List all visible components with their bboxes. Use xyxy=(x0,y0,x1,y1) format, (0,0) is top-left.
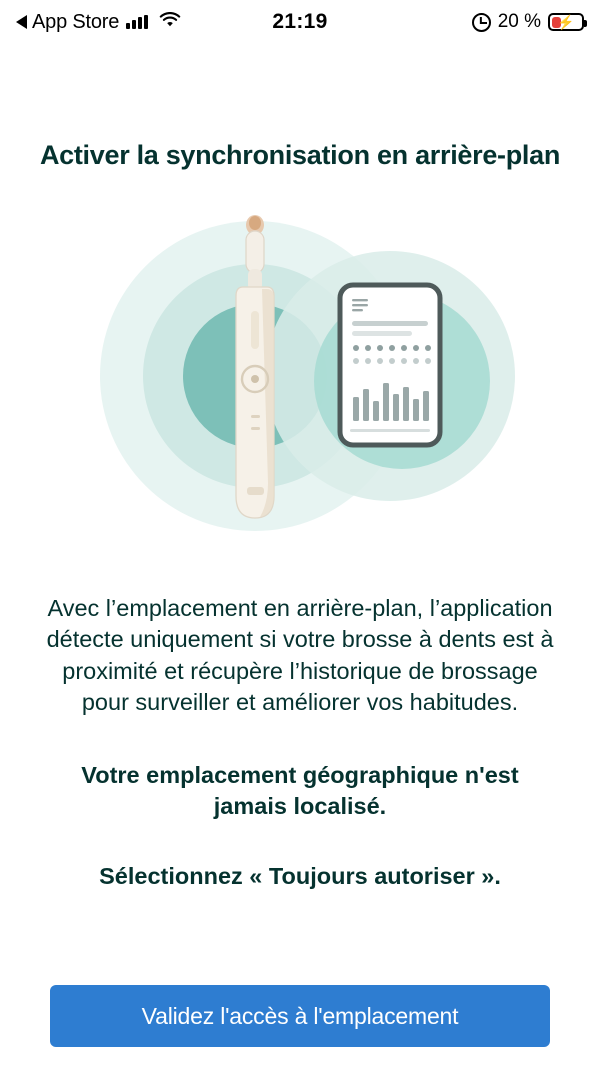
charging-bolt-icon: ⚡ xyxy=(557,14,575,30)
status-back-app-label[interactable]: App Store xyxy=(32,10,120,33)
cta-container xyxy=(0,985,600,1047)
status-bar-left[interactable] xyxy=(16,11,181,34)
status-bar-right xyxy=(472,11,584,33)
cellular-signal-icon xyxy=(126,15,148,29)
illustration-svg xyxy=(40,201,560,561)
screen-content xyxy=(0,140,600,892)
body-description: Avec l’emplacement en arrière-plan, l’application détecte uniquement si votre brosse à dents est à proximité et récupère l’historique de brossage pour surveiller et améliorer vos habitudes. xyxy=(46,595,554,715)
back-triangle-icon[interactable] xyxy=(16,15,27,29)
instruction-text: Sélectionnez « Toujours autoriser ». xyxy=(99,863,501,890)
toothbrush-sync-phone-illustration xyxy=(22,201,578,571)
privacy-emphasis-text: Votre emplacement géographique n'est jamais localisé. xyxy=(81,762,519,819)
validate-location-access-button[interactable]: Validez l'accès à l'emplacement xyxy=(50,985,550,1047)
battery-charging-icon xyxy=(548,13,584,31)
status-bar xyxy=(0,0,600,44)
wifi-icon xyxy=(159,11,181,34)
page-title: Activer la synchronisation en arrière-plan xyxy=(39,140,561,170)
status-bar-clock: 21:19 xyxy=(272,10,328,33)
battery-percent-label: 20 % xyxy=(497,11,541,32)
rotation-lock-icon xyxy=(472,13,491,32)
phone-graphic xyxy=(340,285,440,445)
